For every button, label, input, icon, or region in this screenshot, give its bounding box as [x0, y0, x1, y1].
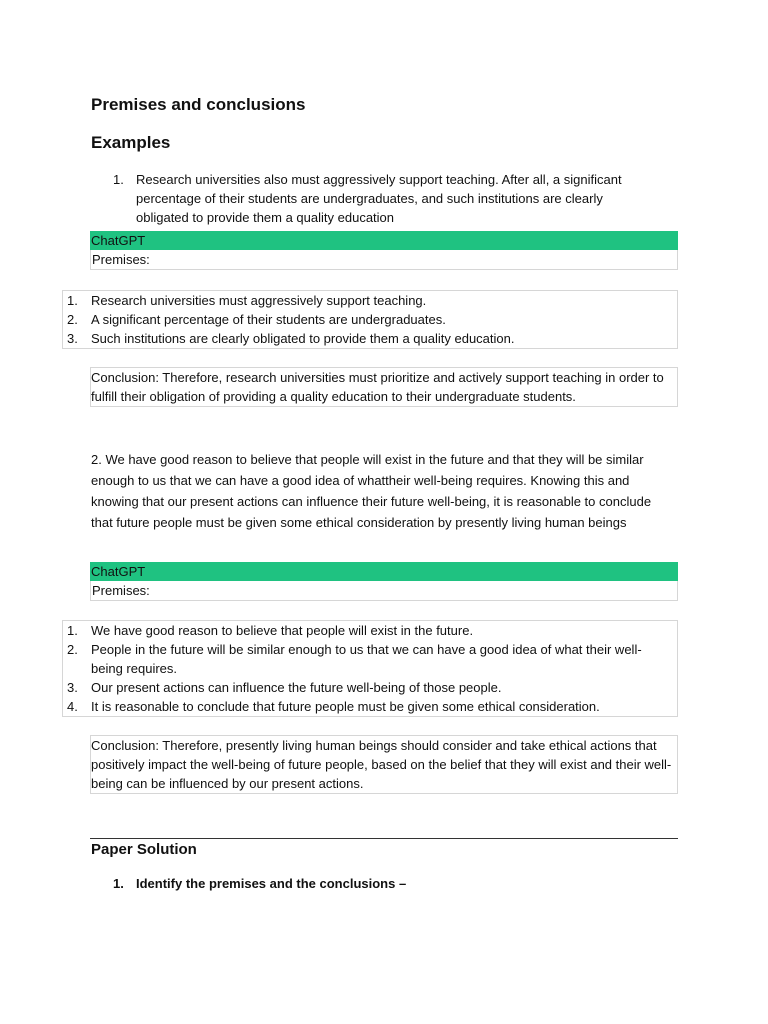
- example-2-text: 2. We have good reason to believe that people will exist in the future and that they will be similar enough to us that we can have a good idea of whattheir well-being requires. Knowing this and knowing that our present actions can influence their future well-being, it is reasonable to conclude that future people must be given some ethical consideration by presently living human beings: [91, 452, 652, 530]
- chatgpt-label-bar-2: ChatGPT: [90, 562, 678, 581]
- list-item: [63, 291, 677, 310]
- list-item-text: People in the future will be similar enough to us that we can have a good idea of what their well-being requires.: [91, 642, 642, 676]
- list-item-text: Such institutions are clearly obligated to provide them a quality education.: [91, 331, 515, 346]
- chatgpt-label-bar-1: ChatGPT: [90, 231, 678, 250]
- example-1: [91, 170, 651, 227]
- list-item-number: 2.: [67, 642, 78, 657]
- list-item: [63, 640, 677, 678]
- premises-list-1: [62, 290, 678, 349]
- list-item: [63, 697, 677, 716]
- list-item: [63, 678, 677, 697]
- page-title: Premises and conclusions: [91, 95, 306, 114]
- list-item-number: 4.: [67, 699, 78, 714]
- list-item-number: 1.: [67, 293, 78, 308]
- solution-step-1: [91, 874, 406, 893]
- list-item-number: 1.: [67, 623, 78, 638]
- list-item: [63, 621, 677, 640]
- list-item-number: 2.: [67, 312, 78, 327]
- section-heading-examples: Examples: [91, 133, 171, 152]
- list-item-number: 3.: [67, 331, 78, 346]
- example-1-text: Research universities also must aggressively support teaching. After all, a significant percentage of their students are undergraduates, and such institutions are clearly obligated to provide them a quality education: [136, 172, 622, 225]
- divider: [90, 838, 678, 839]
- list-item-text: We have good reason to believe that people will exist in the future.: [91, 623, 474, 638]
- section-heading-paper-solution: Paper Solution: [91, 841, 197, 858]
- conclusion-2: Conclusion: Therefore, presently living human beings should consider and take ethical actions that positively impact the well-being of future people, based on the belief that they will exist and their well-being can be influenced by our present actions.: [90, 735, 678, 794]
- conclusion-1: Conclusion: Therefore, research universities must prioritize and actively support teaching in order to fulfill their obligation of providing a quality education to their undergraduate students.: [90, 367, 678, 407]
- solution-step-text: Identify the premises and the conclusions –: [136, 876, 407, 891]
- solution-step-number: 1.: [113, 876, 124, 891]
- list-item-text: Research universities must aggressively support teaching.: [91, 293, 427, 308]
- premises-list-2: [62, 620, 678, 717]
- list-item-text: It is reasonable to conclude that future people must be given some ethical consideration.: [91, 699, 600, 714]
- premises-label-2: Premises:: [90, 581, 678, 601]
- list-item: [63, 310, 677, 329]
- premises-label-1: Premises:: [90, 250, 678, 270]
- list-item: [63, 329, 677, 348]
- list-item-number: 3.: [67, 680, 78, 695]
- list-item-text: A significant percentage of their students are undergraduates.: [91, 312, 446, 327]
- example-1-number: 1.: [113, 172, 124, 187]
- list-item-text: Our present actions can influence the future well-being of those people.: [91, 680, 502, 695]
